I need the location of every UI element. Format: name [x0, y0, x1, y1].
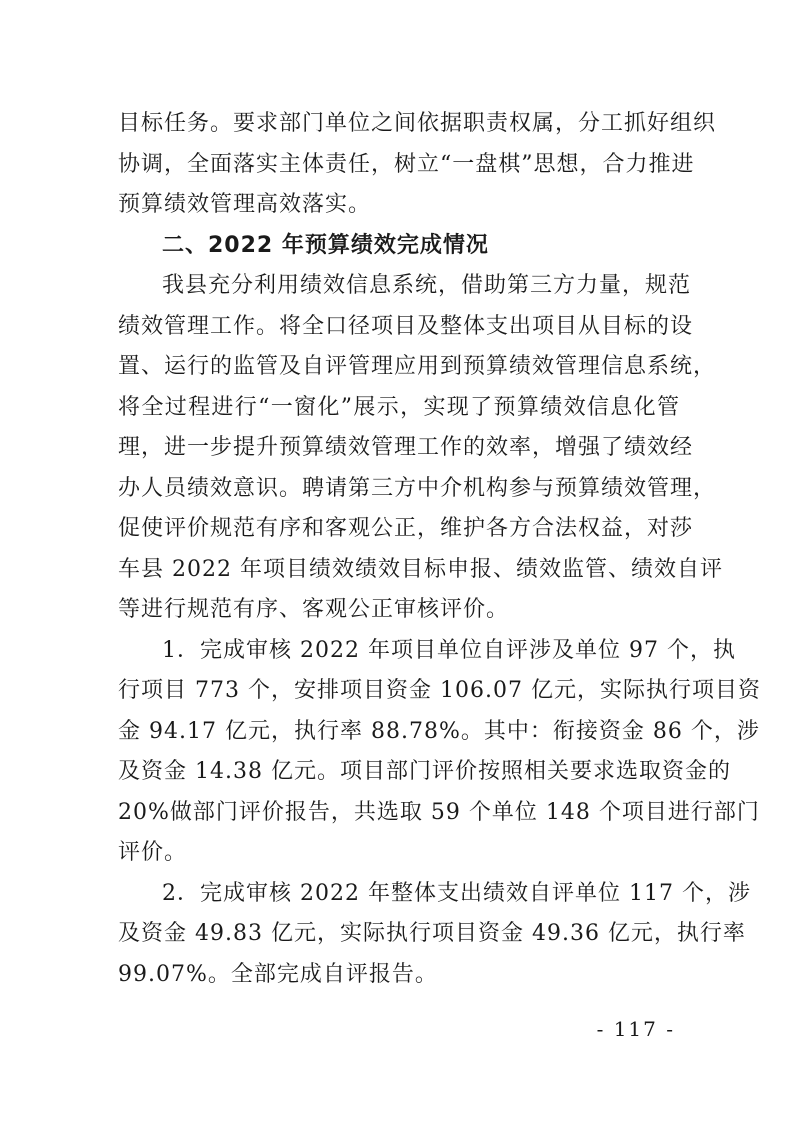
- body-line: 目标任务。要求部门单位之间依据职责权属，分工抓好组织: [118, 111, 717, 136]
- body-line: 置、运行的监管及自评管理应用到预算绩效管理信息系统，: [118, 354, 717, 379]
- list-item-line: 行项目 773 个，安排项目资金 106.07 亿元，实际执行项目资: [118, 678, 761, 703]
- body-line: 协调，全面落实主体责任，树立“一盘棋”思想，合力推进: [118, 151, 695, 177]
- list-item-line: 1．完成审核 2022 年项目单位自评涉及单位 97 个，执: [162, 637, 736, 663]
- page-body: [118, 104, 761, 995]
- body-line: 等进行规范有序、客观公正审核评价。: [118, 597, 510, 622]
- body-line: 车县 2022 年项目绩效绩效目标申报、绩效监管、绩效自评: [118, 556, 723, 582]
- body-line: 促使评价规范有序和客观公正，维护各方合法权益，对莎: [118, 516, 694, 541]
- body-line: 我县充分利用绩效信息系统，借助第三方力量，规范: [162, 273, 692, 298]
- list-item-line: 及资金 14.38 亿元。项目部门评价按照相关要求选取资金的: [118, 759, 731, 784]
- body-line: 理，进一步提升预算绩效管理工作的效率，增强了绩效经: [118, 435, 694, 460]
- section-heading: 二、2022 年预算绩效完成情况: [162, 232, 489, 258]
- page-number: - 117 -: [596, 1017, 675, 1041]
- list-item-line: 及资金 49.83 亿元，实际执行项目资金 49.36 亿元，执行率: [118, 921, 746, 946]
- list-item-line: 99.07%。全部完成自评报告。: [118, 961, 438, 987]
- body-line: 办人员绩效意识。聘请第三方中介机构参与预算绩效管理，: [118, 475, 717, 501]
- list-item-line: 金 94.17 亿元，执行率 88.78%。其中：衔接资金 86 个，涉: [118, 718, 760, 744]
- list-item-line: 20%做部门评价报告，共选取 59 个单位 148 个项目进行部门: [118, 799, 760, 825]
- list-item-line: 2．完成审核 2022 年整体支出绩效自评单位 117 个，涉: [162, 880, 751, 906]
- body-line: 绩效管理工作。将全口径项目及整体支出项目从目标的设: [118, 313, 694, 339]
- body-line: 将全过程进行“一窗化”展示，实现了预算绩效信息化管: [118, 394, 680, 420]
- body-line: 预算绩效管理高效落实。: [118, 192, 372, 217]
- list-item-line: 评价。: [118, 840, 188, 865]
